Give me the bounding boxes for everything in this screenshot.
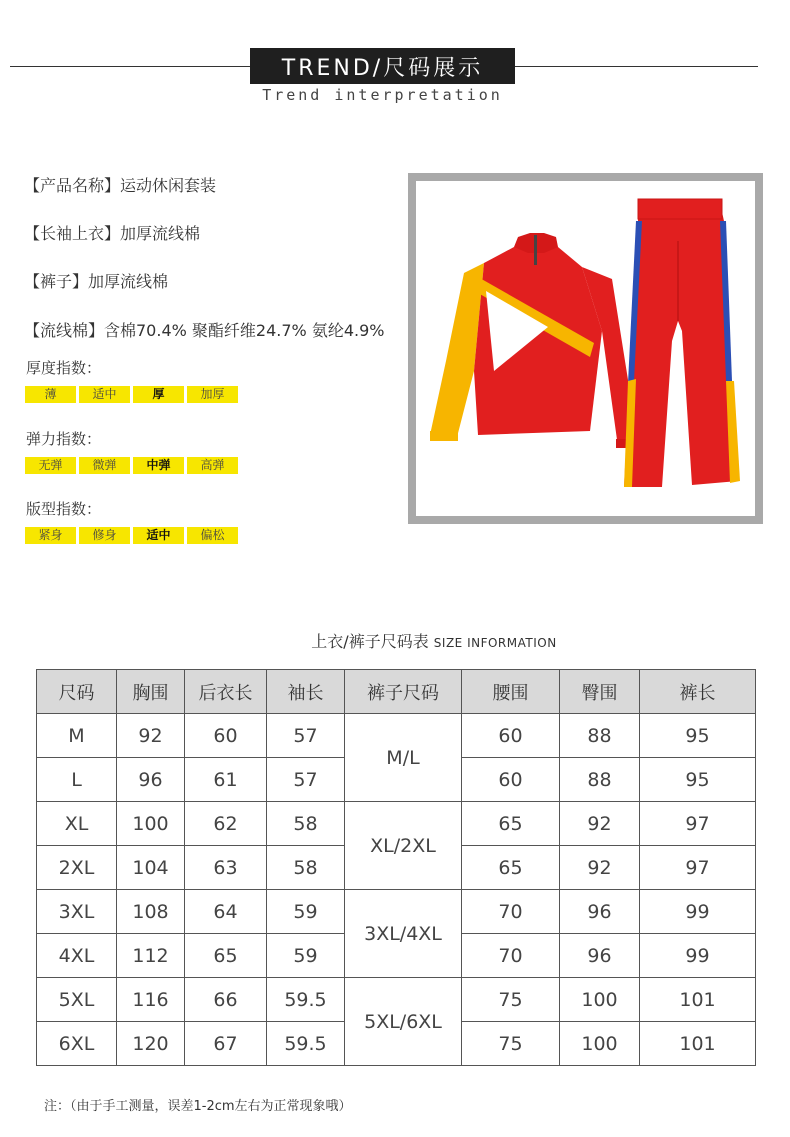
cell-sleeve: 59.5 [267, 978, 345, 1022]
cell-sleeve: 59 [267, 934, 345, 978]
info-pants: 【裤子】加厚流线棉 [24, 272, 169, 291]
cell-sleeve: 59.5 [267, 1022, 345, 1066]
tracksuit-illustration [416, 181, 755, 516]
cell-sleeve: 57 [267, 758, 345, 802]
fit-index-title: 版型指数： [26, 500, 102, 518]
elasticity-index-title: 弹力指数： [26, 430, 102, 448]
fit-scale [25, 527, 238, 544]
fit-option: 偏松 [187, 527, 238, 544]
cell-hip: 100 [560, 978, 640, 1022]
header-length: 后衣长 [185, 670, 267, 714]
cell-pants-size: 3XL/4XL [345, 890, 462, 978]
thickness-option: 薄 [25, 386, 76, 403]
cell-sleeve: 58 [267, 846, 345, 890]
table-row [37, 714, 756, 758]
fit-option: 紧身 [25, 527, 76, 544]
cell-size: 5XL [37, 978, 117, 1022]
cell-length: 66 [185, 978, 267, 1022]
cell-pants-size: XL/2XL [345, 802, 462, 890]
cell-waist: 70 [462, 890, 560, 934]
elasticity-option-selected: 中弹 [133, 457, 184, 474]
thickness-scale [25, 386, 238, 403]
cell-size: 2XL [37, 846, 117, 890]
cell-waist: 75 [462, 1022, 560, 1066]
header-subtitle: Trend interpretation [262, 86, 503, 104]
cell-chest: 96 [117, 758, 185, 802]
table-caption [0, 629, 790, 652]
size-table [36, 669, 756, 1066]
cell-size: M [37, 714, 117, 758]
cell-size: 4XL [37, 934, 117, 978]
cell-pants-length: 95 [640, 714, 756, 758]
header-divider-right [515, 66, 758, 67]
elasticity-scale [25, 457, 238, 474]
cell-length: 62 [185, 802, 267, 846]
elasticity-option: 微弹 [79, 457, 130, 474]
cell-hip: 92 [560, 846, 640, 890]
cell-waist: 70 [462, 934, 560, 978]
cell-sleeve: 57 [267, 714, 345, 758]
thickness-index-title: 厚度指数： [26, 359, 102, 377]
cell-hip: 96 [560, 934, 640, 978]
cell-pants-length: 97 [640, 802, 756, 846]
cell-hip: 100 [560, 1022, 640, 1066]
header-sleeve: 袖长 [267, 670, 345, 714]
table-row [37, 802, 756, 846]
info-fabric: 【流线棉】含棉70.4% 聚酯纤维24.7% 氨纶4.9% [24, 321, 385, 340]
info-product-name: 【产品名称】运动休闲套装 [24, 176, 217, 195]
table-caption-cn: 上衣/裤子尺码表 [311, 632, 429, 651]
cell-length: 60 [185, 714, 267, 758]
cell-pants-length: 99 [640, 890, 756, 934]
table-caption-en: SIZE INFORMATION [433, 636, 557, 650]
header-pants-length: 裤长 [640, 670, 756, 714]
cell-chest: 104 [117, 846, 185, 890]
measurement-note: 注：（由于手工测量，误差1-2cm左右为正常现象哦） [44, 1099, 352, 1114]
cell-length: 67 [185, 1022, 267, 1066]
table-header-row [37, 670, 756, 714]
cell-size: XL [37, 802, 117, 846]
product-image [416, 181, 755, 516]
cell-waist: 65 [462, 846, 560, 890]
cell-chest: 116 [117, 978, 185, 1022]
cell-hip: 92 [560, 802, 640, 846]
cell-pants-length: 95 [640, 758, 756, 802]
cell-pants-length: 101 [640, 978, 756, 1022]
cell-hip: 88 [560, 714, 640, 758]
cell-sleeve: 59 [267, 890, 345, 934]
cell-chest: 108 [117, 890, 185, 934]
cell-waist: 60 [462, 758, 560, 802]
fit-option: 修身 [79, 527, 130, 544]
cell-waist: 60 [462, 714, 560, 758]
product-image-frame [408, 173, 763, 524]
cell-pants-length: 101 [640, 1022, 756, 1066]
header-title: TREND/尺码展示 [250, 48, 515, 84]
cell-length: 64 [185, 890, 267, 934]
cell-pants-size: 5XL/6XL [345, 978, 462, 1066]
thickness-option: 适中 [79, 386, 130, 403]
elasticity-option: 无弹 [25, 457, 76, 474]
cell-chest: 100 [117, 802, 185, 846]
cell-chest: 120 [117, 1022, 185, 1066]
cell-pants-size: M/L [345, 714, 462, 802]
cell-hip: 88 [560, 758, 640, 802]
pants-illustration [624, 199, 740, 487]
table-row [37, 978, 756, 1022]
cell-pants-length: 97 [640, 846, 756, 890]
cell-size: 6XL [37, 1022, 117, 1066]
cell-sleeve: 58 [267, 802, 345, 846]
cell-length: 65 [185, 934, 267, 978]
elasticity-option: 高弹 [187, 457, 238, 474]
table-row [37, 890, 756, 934]
cell-hip: 96 [560, 890, 640, 934]
cell-length: 63 [185, 846, 267, 890]
cell-size: L [37, 758, 117, 802]
cell-size: 3XL [37, 890, 117, 934]
cell-length: 61 [185, 758, 267, 802]
info-top: 【长袖上衣】加厚流线棉 [24, 224, 201, 243]
fit-option-selected: 适中 [133, 527, 184, 544]
header-waist: 腰围 [462, 670, 560, 714]
header-divider-left [10, 66, 250, 67]
thickness-option-selected: 厚 [133, 386, 184, 403]
header-hip: 臀围 [560, 670, 640, 714]
header-chest: 胸围 [117, 670, 185, 714]
header-pants-size: 裤子尺码 [345, 670, 462, 714]
cell-waist: 75 [462, 978, 560, 1022]
cell-chest: 92 [117, 714, 185, 758]
jacket-illustration [430, 233, 640, 448]
cell-chest: 112 [117, 934, 185, 978]
cell-pants-length: 99 [640, 934, 756, 978]
thickness-option: 加厚 [187, 386, 238, 403]
header-size: 尺码 [37, 670, 117, 714]
cell-waist: 65 [462, 802, 560, 846]
